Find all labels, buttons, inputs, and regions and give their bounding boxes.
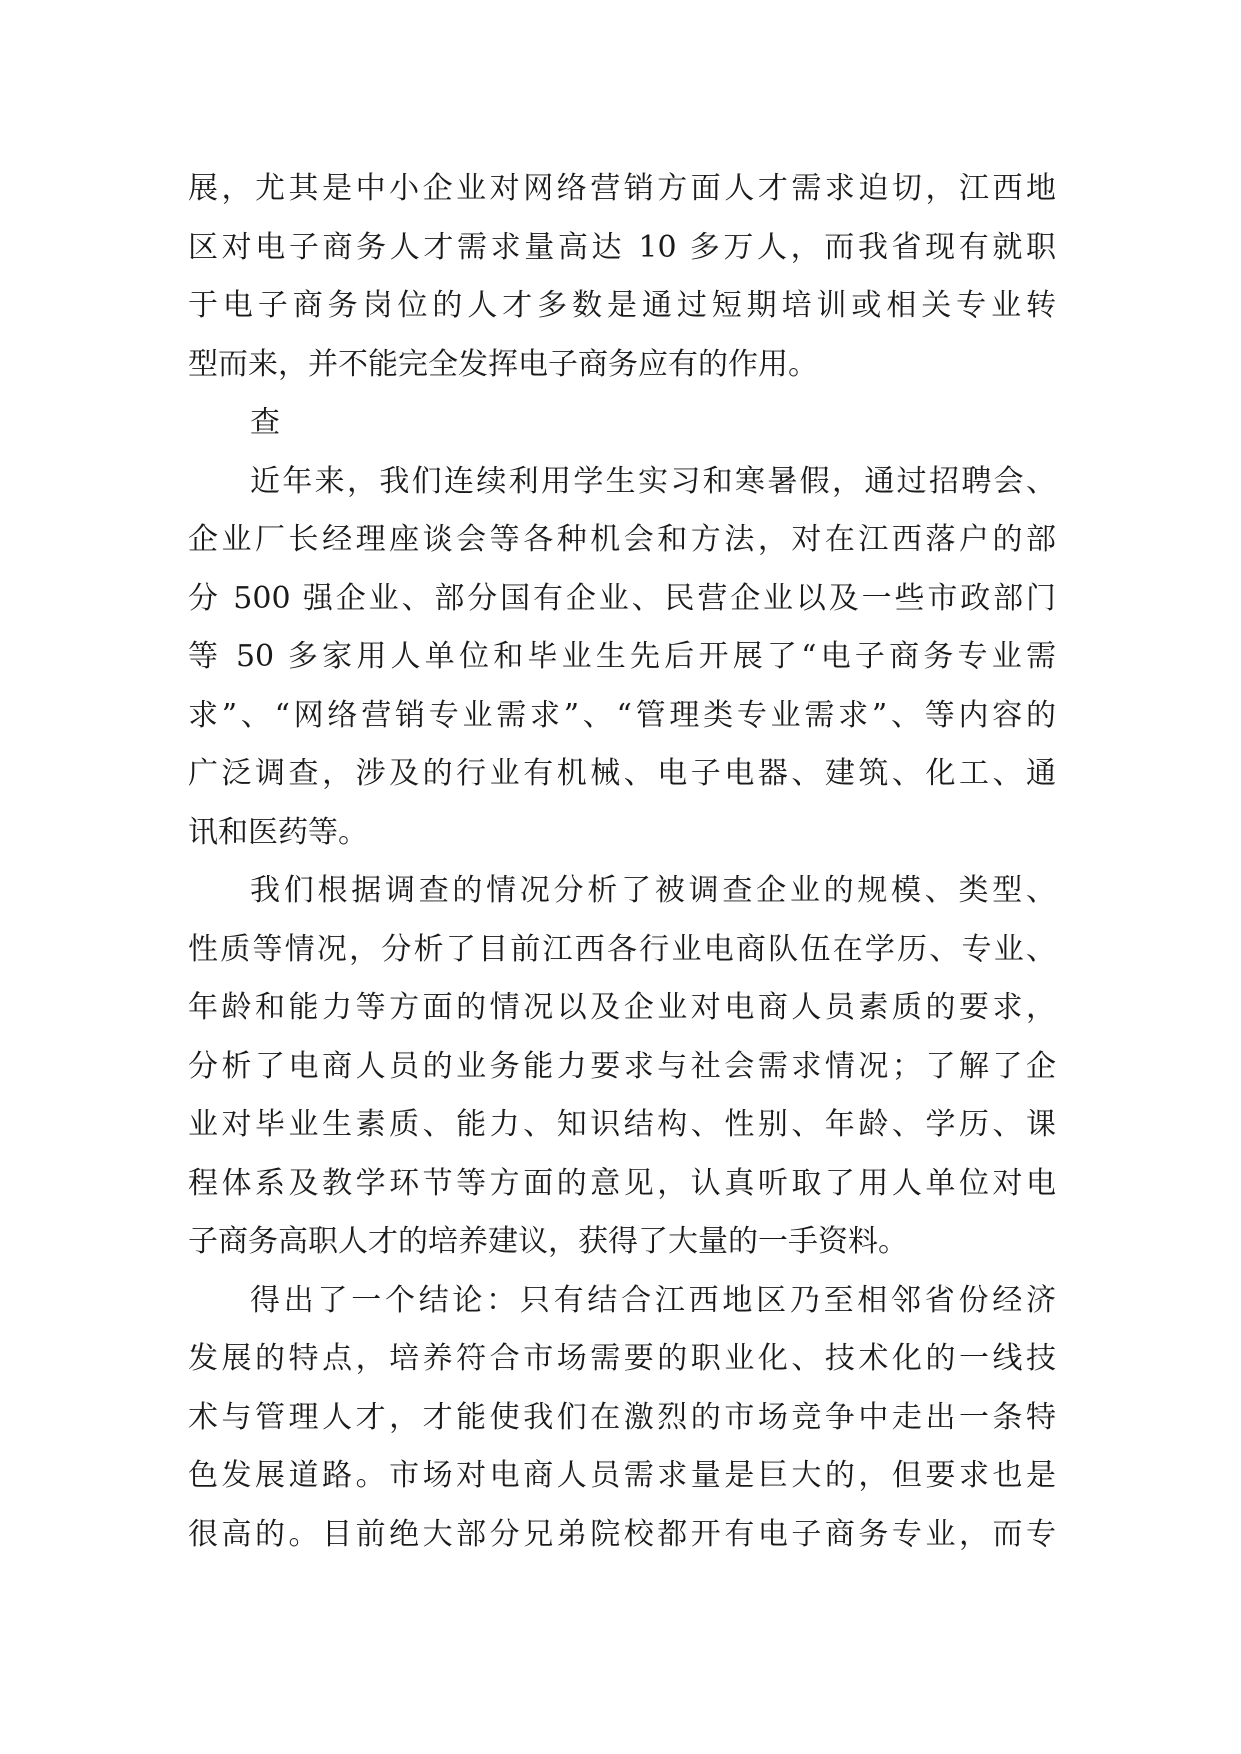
text-line: 企业厂长经理座谈会等各种机会和方法，对在江西落户的部 (188, 522, 1056, 557)
text-line: 很高的。目前绝大部分兄弟院校都开有电子商务专业，而专 (188, 1516, 1056, 1552)
document-body (188, 160, 1056, 1564)
text-line: 得出了一个结论：只有结合江西地区乃至相邻省份经济 (250, 1282, 1056, 1318)
text-line: 年龄和能力等方面的情况以及企业对电商人员素质的要求， (188, 990, 1056, 1025)
text-line: 展，尤其是中小企业对网络营销方面人才需求迫切，江西地 (188, 171, 1056, 206)
text-line: 广泛调查，涉及的行业有机械、电子电器、建筑、化工、通 (188, 756, 1056, 791)
text-line: 讯和医药等。 (188, 814, 368, 850)
text-line: 性质等情况，分析了目前江西各行业电商队伍在学历、专业、 (188, 931, 1056, 967)
text-line: 于电子商务岗位的人才多数是通过短期培训或相关专业转 (188, 288, 1056, 323)
text-line: 区对电子商务人才需求量高达 10 多万人，而我省现有就职 (188, 229, 1056, 265)
text-line: 等 50 多家用人单位和毕业生先后开展了“电子商务专业需 (188, 639, 1056, 674)
text-line: 分析了电商人员的业务能力要求与社会需求情况；了解了企 (188, 1048, 1056, 1084)
text-line: 程体系及教学环节等方面的意见，认真听取了用人单位对电 (188, 1165, 1056, 1201)
text-line: 业对毕业生素质、能力、知识结构、性别、年龄、学历、课 (188, 1107, 1056, 1142)
text-line: 分 500 强企业、部分国有企业、民营企业以及一些市政部门 (188, 580, 1056, 616)
text-line: 子商务高职人才的培养建议，获得了大量的一手资料。 (188, 1224, 908, 1259)
text-line: 术与管理人才，才能使我们在激烈的市场竞争中走出一条特 (188, 1399, 1056, 1435)
text-line: 型而来，并不能完全发挥电子商务应有的作用。 (188, 346, 818, 382)
text-line: 发展的特点，培养符合市场需要的职业化、技术化的一线技 (188, 1341, 1056, 1376)
text-line: 近年来，我们连续利用学生实习和寒暑假，通过招聘会、 (250, 463, 1056, 499)
text-line: 色发展道路。市场对电商人员需求量是巨大的，但要求也是 (188, 1458, 1056, 1493)
text-line: 求”、“网络营销专业需求”、“管理类专业需求”、等内容的 (188, 697, 1056, 733)
section-heading: 查 (250, 405, 280, 440)
text-line: 我们根据调查的情况分析了被调查企业的规模、类型、 (250, 873, 1056, 908)
